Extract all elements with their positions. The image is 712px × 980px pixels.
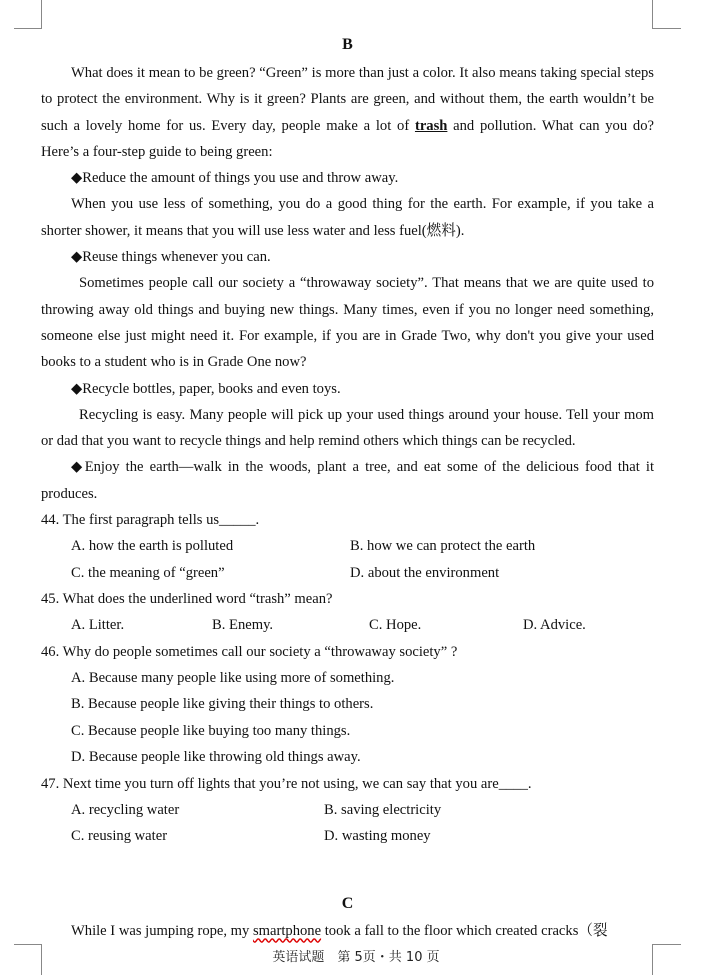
step-reduce: ◆Reduce the amount of things you use and throw away. (71, 170, 399, 187)
passage-b-paragraph-4: Recycling is easy. Many people will pick up your used things around your house. Tell your mom or dad that you want to recycle things and help remind others which things can be recycled. (41, 406, 654, 450)
question-45-option-b: B. Enemy. (212, 617, 274, 634)
passage-c-text-a: While I was jumping rope, my (71, 922, 253, 939)
passage-b-paragraph-2: When you use less of something, you do a good thing for the earth. For example, if you take a shorter shower, it means that you will use less water and less fuel(燃料). (41, 196, 654, 239)
question-47-option-c: C. reusing water (71, 828, 168, 845)
question-46-stem: 46. Why do people sometimes call our society a “throwaway society” ? (41, 643, 458, 660)
spellcheck-underlined-word: smartphone (252, 922, 322, 939)
crop-mark-top-right (652, 0, 681, 29)
question-47-options-row-1 (41, 797, 654, 823)
underlined-word-trash: trash (414, 117, 448, 134)
question-45-option-a: A. Litter. (71, 617, 125, 634)
question-46-option-d: D. Because people like throwing old things away. (71, 749, 361, 766)
step-reuse: ◆Reuse things whenever you can. (71, 249, 271, 266)
question-44-option-b: B. how we can protect the earth (350, 538, 536, 555)
paragraph-1-text-b: and pollution. What can you do? Here’s a four-step guide to being green: (41, 117, 654, 160)
question-45-option-d: D. Advice. (523, 617, 586, 634)
page-footer: 英语试题 第 5页・共 10 页 (272, 950, 440, 965)
question-45-stem: 45. What does the underlined word “trash” mean? (41, 590, 333, 607)
question-47-option-d: D. wasting money (324, 828, 431, 845)
section-c-title: C (341, 894, 354, 912)
question-46-option-a: A. Because many people like using more of something. (71, 669, 395, 686)
question-44-options-row-2 (41, 560, 654, 586)
question-44-options-row-1 (41, 533, 654, 559)
section-b-title: B (342, 36, 353, 53)
question-47-options-row-2 (41, 823, 654, 849)
passage-c-paragraph-1 (41, 918, 654, 944)
question-44-stem: 44. The first paragraph tells us_____. (41, 512, 260, 529)
question-45-option-c: C. Hope. (369, 617, 422, 634)
crop-mark-top-left (14, 0, 42, 29)
question-47-option-b: B. saving electricity (324, 802, 442, 819)
question-47-stem: 47. Next time you turn off lights that you’re not using, we can say that you are____. (41, 775, 532, 792)
passage-c-text-b: took a fall to the floor which created cracks（裂 (321, 922, 608, 939)
section-spacer (41, 850, 654, 890)
question-46-option-b: B. Because people like giving their things to others. (71, 696, 374, 713)
question-47-option-a: A. recycling water (71, 802, 180, 819)
step-recycle: ◆Recycle bottles, paper, books and even toys. (71, 380, 341, 397)
question-44-option-c: C. the meaning of “green” (71, 564, 225, 581)
question-44-option-d: D. about the environment (350, 564, 500, 581)
question-44-option-a: A. how the earth is polluted (71, 538, 234, 555)
document-page (41, 30, 654, 944)
question-45-options (41, 612, 654, 638)
paragraph-1-text-a: What does it mean to be green? “Green” is more than just a color. It also means taking special steps to protect the environment. Why is it green? Plants are green, and without them, the earth wouldn’t be such a lovely home for us. Every day, people make a lot of (41, 65, 654, 134)
step-enjoy: ◆Enjoy the earth—walk in the woods, plant a tree, and eat some of the delicious food that it produces. (41, 459, 654, 502)
passage-b-paragraph-1 (41, 60, 654, 165)
passage-b-paragraph-3: Sometimes people call our society a “throwaway society”. That means that we are quite used to throwing away old things and buying new things. Many times, even if you no longer need something, someone else just might need it. For example, if you are in Grade Two, why don't you give your used books to a student who is in Grade One now? (41, 275, 654, 371)
question-46-option-c: C. Because people like buying too many things. (71, 722, 351, 739)
